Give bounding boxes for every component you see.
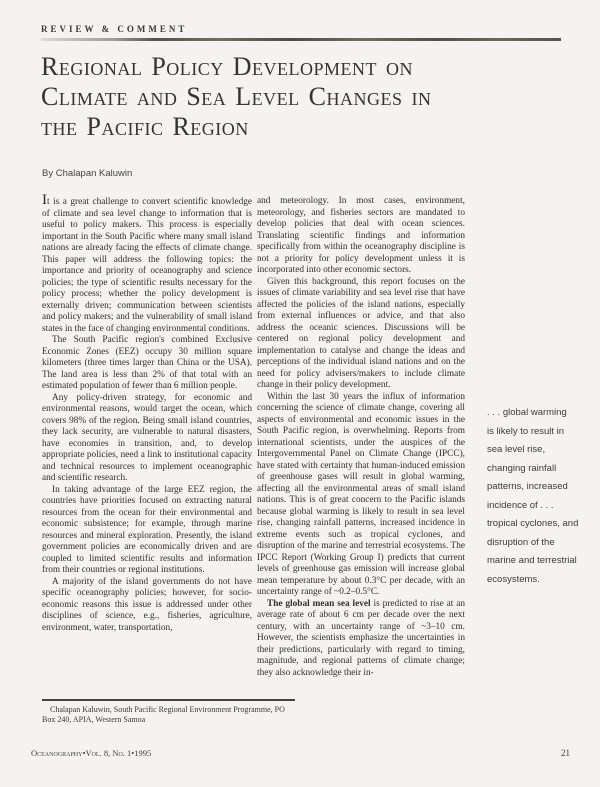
title-line-1: Regional Policy Development on — [41, 52, 414, 81]
paragraph — [42, 485, 252, 577]
paragraph — [42, 192, 252, 335]
pull-quote-line: incidence of . . . — [487, 499, 554, 511]
pull-quote-line: patterns, increased — [487, 481, 568, 492]
paragraph — [42, 335, 252, 393]
right-column — [257, 196, 465, 679]
pull-quote-line: . . . global warming — [487, 407, 567, 418]
title-line-3: the Pacific Region — [41, 112, 249, 141]
paragraph — [257, 196, 465, 277]
paragraph — [257, 392, 465, 599]
bold-text: The global mean sea level — [267, 598, 371, 609]
title-line-2: Climate and Sea Level Changes in — [41, 82, 432, 111]
byline: By Chalapan Kaluwin — [42, 168, 133, 179]
body-text: and meteorology. In most cases, environment, meteorology, and fisheries sectors are mandated to develop policies that deal with ocean sciences. Translating scientific findings and information specifically from within the oceanography discipline is not a priority for policy development unless it is incorporated into other economic sectors. — [257, 196, 465, 275]
section-label: REVIEW & COMMENT — [41, 24, 188, 34]
header-rule — [41, 38, 561, 41]
pull-quote-line: tropical cyclones, and — [487, 518, 579, 529]
pull-quote-line: sea level rise, — [487, 444, 546, 455]
paragraph — [257, 599, 465, 680]
footnote-rule — [42, 699, 295, 701]
pull-quote — [487, 404, 579, 589]
pull-quote-line: is likely to result in — [487, 425, 565, 437]
pull-quote-line: changing rainfall — [487, 462, 557, 474]
paragraph — [42, 393, 252, 485]
article-title — [41, 52, 581, 142]
page-number: 21 — [561, 748, 570, 758]
paragraph — [42, 577, 252, 635]
body-text: In taking advantage of the large EEZ region, the countries have priorities focused on extracting natural resources from the ocean for their environmental and economic subsistence; for example, through marine resources and mineral exploration. Presently, the island government policies are economically driven and are coupled to limited scientific results and information from their countries or regional institutions. — [42, 484, 252, 575]
drop-cap: I — [42, 192, 47, 208]
paragraph — [257, 277, 465, 392]
pull-quote-line: marine and terrestrial — [487, 555, 577, 566]
body-text: A majority of the island governments do not have specific oceanography policies; however, for socio-economic reasons this issue is addressed under other disciplines of science, e.g., fisheries, agriculture, environment, water, transportation, — [42, 576, 252, 633]
pull-quote-line: ecosystems. — [487, 573, 540, 585]
journal-citation: Oceanography•Vol. 8, No. 1•1995 — [31, 748, 152, 758]
body-text: Any policy-driven strategy, for economic and environmental reasons, would target the ocean, which covers 98% of the region. Being small island countries, they lack security, are vulnerable to natural disasters, have economies in transition, and, to develop appropriate policies, need a link to institutional capacity and technical resources to implement oceanographic and scientific research. — [42, 392, 252, 483]
body-text: Within the last 30 years the influx of information concerning the science of climate change, covering all aspects of environmental and economic issues in the South Pacific region, is overwhelming. Reports from international scientists, under the auspices of the Intergovernmental Panel on Climate Change (IPCC), have stated with certainty that human-induced emission of greenhouse gases will result in global warming, affecting all the environmental areas of small island nations. This is of great concern to the Pacific islands because global warming is likely to result in sea level rise, changing rainfall patterns, increased incidence in extreme events such as tropical cyclones, and disruption of the marine and terrestrial ecosystems. The IPCC Report (Working Group I) predicts that current levels of greenhouse gas emission will increase global mean temperature by about 0.3°C per decade, with an uncertainty range of ~0.2–0.5°C. — [257, 391, 465, 597]
footnote: Chalapan Kaluwin, South Pacific Regional Environment Programme, PO Box 240, APIA, Western Samoa — [42, 705, 285, 724]
body-text: is predicted to rise at an average rate of about 6 cm per decade over the next century, with an uncertainty range of ~3–10 cm. However, the scientists emphasize the uncertainties in their predictions, particularly with regard to timing, magnitude, and regional patterns of climate change; they also acknowledge their in- — [257, 598, 465, 678]
body-text: Given this background, this report focuses on the issues of climate variability and sea level rise that have affected the policies of the island nations, especially from external influences or advice, and that also address the oceanic sciences. Discussions will be centered on regional policy development and implementation to catalyse and change the ideas and perceptions of the individual island nations and on the need for policy advisers/makers to include climate change in their policy development. — [257, 276, 465, 390]
left-column — [42, 192, 252, 634]
body-text: t is a great challenge to convert scientific knowledge of climate and sea level change to information that is useful to policy makers. This process is especially important in the South Pacific where many small island nations are already facing the effects of climate change. This paper will address the following topics: the importance and priority of oceanography and science policies; the type of scientific results necessary for the policy process; whether the policy development is externally driven; communication between scientists and policy makers; and the vulnerability of small island states in the face of changing environmental conditions. — [42, 197, 252, 334]
body-text: The South Pacific region's combined Exclusive Economic Zones (EEZ) occupy 30 million square kilometers (three times larger than China or the USA). The land area is less than 2% of that total with an estimated population of fewer than 6 million people. — [42, 335, 252, 391]
pull-quote-line: disruption of the — [487, 536, 555, 548]
